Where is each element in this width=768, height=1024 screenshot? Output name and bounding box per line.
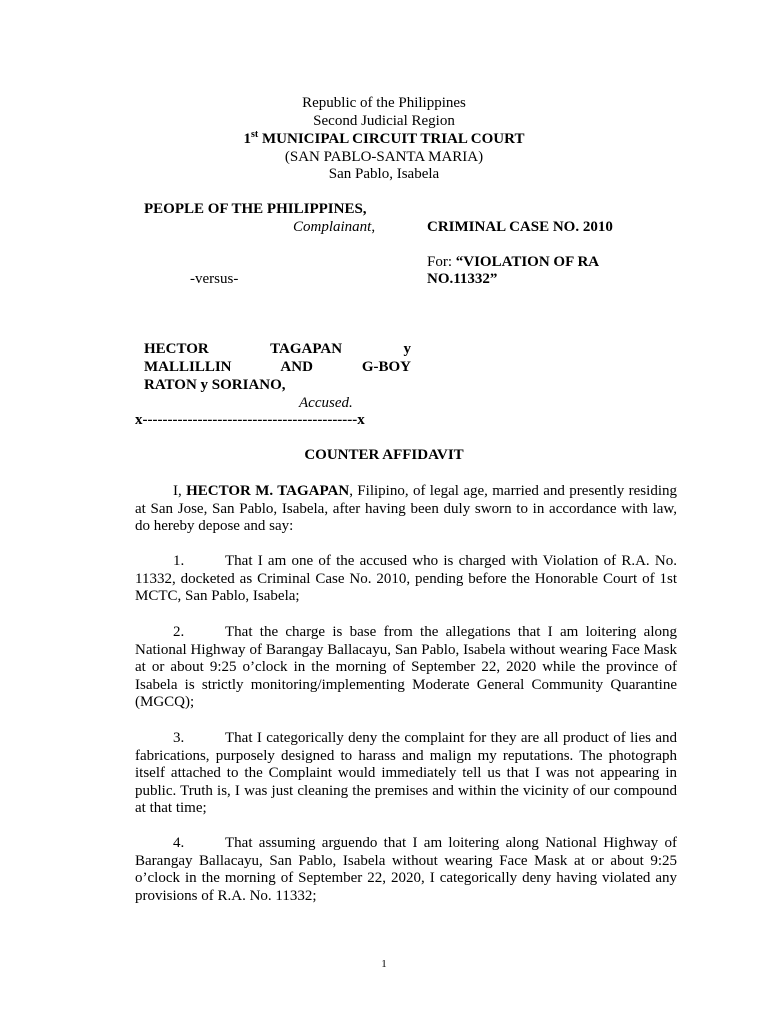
- court-suffix: MUNICIPAL CIRCUIT TRIAL COURT: [258, 131, 525, 147]
- header-court: [0, 131, 768, 149]
- affiant-name: HECTOR M. TAGAPAN: [186, 483, 350, 499]
- versus-label: -versus-: [190, 271, 239, 287]
- accused-word: TAGAPAN: [270, 341, 343, 357]
- plaintiff-name: PEOPLE OF THE PHILIPPINES,: [144, 201, 367, 217]
- accused-word: MALLILLIN: [144, 359, 232, 375]
- header-republic: Republic of the Philippines: [302, 95, 466, 111]
- case-offense-line-1: [427, 254, 599, 272]
- intro-pre: I,: [173, 483, 187, 499]
- court-prefix: 1: [243, 131, 252, 147]
- case-offense-line-2: NO.11332”: [427, 271, 498, 287]
- case-number: CRIMINAL CASE NO. 2010: [427, 219, 613, 235]
- intro-post: , Filipino, of legal age, married and presently residing at San Jose, San Pablo, Isabela, after having been duly sworn to in accordance with law, do hereby depose and say:: [135, 483, 677, 534]
- paragraph-text: That I categorically deny the complaint for they are all product of lies and fabrications, purposely designed to harass and malign my reputations. The photograph itself attached to the Complaint would immediately tell us that I was not appearing in public. Truth is, I was just cleaning the premises and within the vicinity of our compound at that time;: [135, 730, 677, 816]
- paragraph-3: [135, 730, 677, 818]
- accused-word: G-BOY: [361, 359, 411, 375]
- offense-for-label: For:: [427, 254, 456, 270]
- paragraph-text: That the charge is base from the allegations that I am loitering along National Highway of Barangay Ballacayu, San Pablo, Isabela without wearing Face Mask at or about 9:25 o’clock in the morning of September 22, 2020 while the province of Isabela is strictly monitoring/implementing Moderate General Community Quarantine (MGCQ);: [135, 624, 677, 710]
- paragraph-number: 3.: [173, 730, 185, 746]
- document-title: COUNTER AFFIDAVIT: [304, 447, 464, 463]
- paragraph-number: 2.: [173, 624, 185, 640]
- paragraph-4: [135, 835, 677, 905]
- caption-separator: x-------------------------------------------x: [135, 412, 365, 428]
- court-superscript: st: [251, 129, 259, 140]
- paragraph-2: [135, 624, 677, 712]
- accused-line-1: [144, 341, 411, 359]
- header-municipalities: (SAN PABLO-SANTA MARIA): [284, 149, 484, 165]
- accused-line-2: [144, 359, 411, 377]
- plaintiff-role-text: Complainant: [293, 219, 372, 235]
- paragraph-text: That I am one of the accused who is charged with Violation of R.A. No. 11332, docketed as Criminal Case No. 2010, pending before the Honorable Court of 1st MCTC, San Pablo, Isabela;: [135, 553, 677, 604]
- accused-word: HECTOR: [144, 341, 209, 357]
- accused-role: Accused.: [299, 395, 353, 411]
- header-region: Second Judicial Region: [313, 113, 455, 129]
- accused-word: AND: [280, 359, 313, 375]
- paragraph-text: That assuming arguendo that I am loitering along National Highway of Barangay Ballacayu, San Pablo, Isabela without wearing Face Mask at or about 9:25 o’clock in the morning of September 22, 2020, I categorically deny having violated any provisions of R.A. No. 11332;: [135, 835, 677, 904]
- intro-paragraph: [135, 483, 677, 536]
- offense-value: “VIOLATION OF RA: [455, 254, 600, 270]
- page-number: 1: [381, 958, 387, 970]
- plaintiff-role: [293, 219, 375, 237]
- paragraph-1: [135, 553, 677, 606]
- paragraph-number: 4.: [173, 835, 185, 851]
- header-location: San Pablo, Isabela: [328, 166, 440, 182]
- plaintiff-role-comma: ,: [371, 219, 376, 235]
- accused-line-3: RATON y SORIANO,: [144, 377, 286, 393]
- paragraph-number: 1.: [173, 553, 185, 569]
- accused-word: y: [403, 341, 411, 357]
